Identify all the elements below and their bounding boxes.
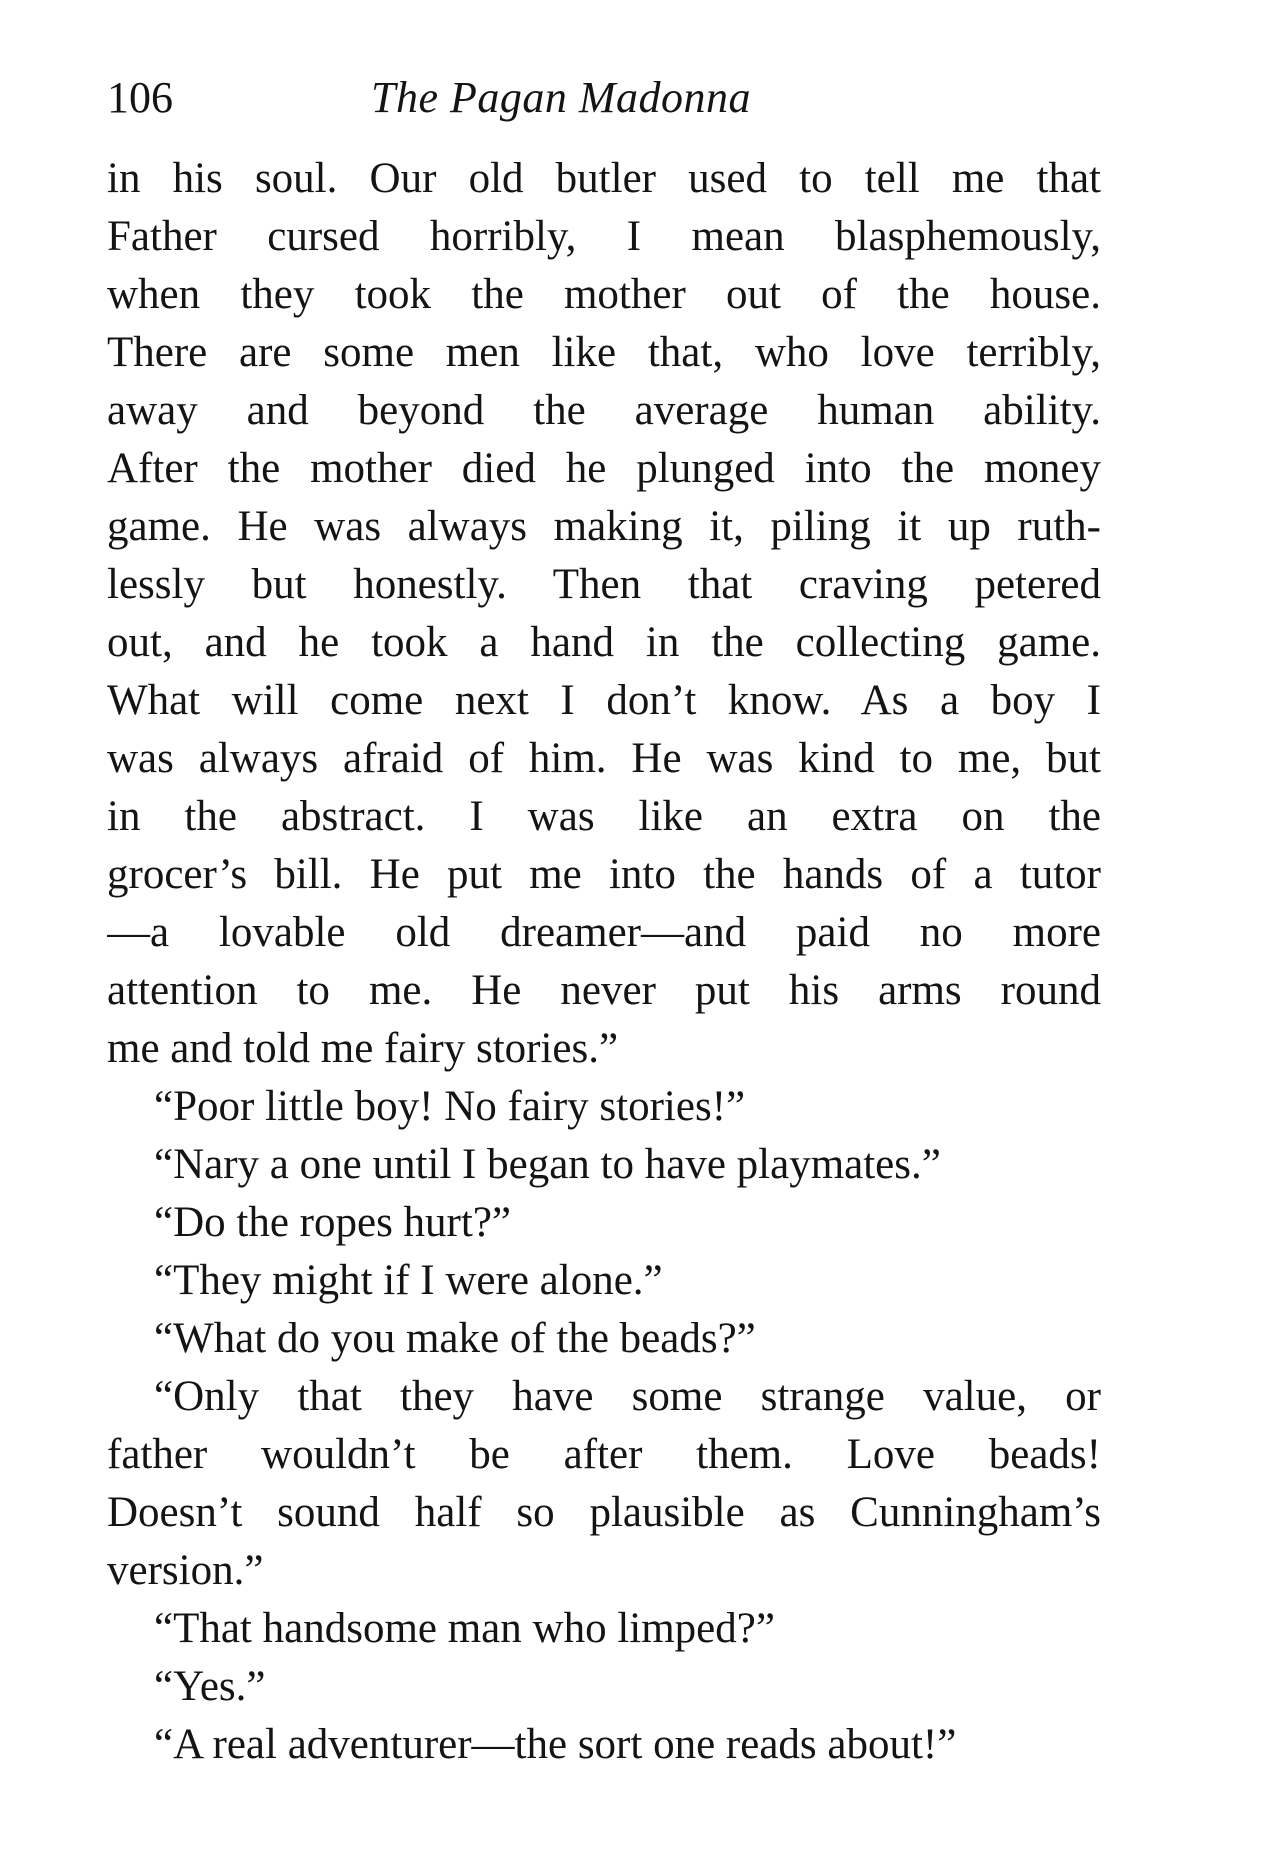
text-line: There are some men like that, who love terribly, (107, 329, 1101, 376)
text-line: attention to me. He never put his arms round (107, 967, 1101, 1014)
running-head (107, 68, 1107, 128)
dialogue-line: “What do you make of the beads?” (154, 1315, 756, 1362)
text-line: Father cursed horribly, I mean blasphemously, (107, 213, 1101, 260)
dialogue-line: “That handsome man who limped?” (154, 1605, 775, 1652)
text-line: version.” (107, 1547, 264, 1594)
text-line: lessly but honestly. Then that craving petered (107, 561, 1101, 608)
body-text (107, 150, 1101, 1774)
page-number: 106 (107, 73, 173, 122)
text-line: After the mother died he plunged into the money (107, 445, 1101, 492)
text-line: game. He was always making it, piling it up ruth- (107, 503, 1101, 550)
text-line: in his soul. Our old butler used to tell me that (107, 155, 1101, 202)
dialogue-line: “Do the ropes hurt?” (154, 1199, 511, 1246)
text-line: when they took the mother out of the house. (107, 271, 1101, 318)
dialogue-line: “Only that they have some strange value, or (154, 1373, 1101, 1420)
dialogue-line: “Nary a one until I began to have playmates.” (154, 1141, 941, 1188)
dialogue-line: “They might if I were alone.” (154, 1257, 663, 1304)
text-line: out, and he took a hand in the collecting game. (107, 619, 1101, 666)
text-line: father wouldn’t be after them. Love beads! (107, 1431, 1101, 1478)
text-line: was always afraid of him. He was kind to me, but (107, 735, 1101, 782)
text-line: —a lovable old dreamer—and paid no more (107, 909, 1101, 956)
book-title: The Pagan Madonna (371, 73, 752, 122)
text-line: me and told me fairy stories.” (107, 1025, 619, 1072)
dialogue-line: “A real adventurer—the sort one reads about!” (154, 1721, 957, 1768)
text-line: grocer’s bill. He put me into the hands of a tutor (107, 851, 1101, 898)
text-line: What will come next I don’t know. As a boy I (107, 677, 1101, 724)
dialogue-line: “Poor little boy! No fairy stories!” (154, 1083, 746, 1130)
text-line: away and beyond the average human ability. (107, 387, 1101, 434)
text-line: in the abstract. I was like an extra on the (107, 793, 1101, 840)
dialogue-line: “Yes.” (154, 1663, 266, 1710)
text-line: Doesn’t sound half so plausible as Cunningham’s (107, 1489, 1101, 1536)
